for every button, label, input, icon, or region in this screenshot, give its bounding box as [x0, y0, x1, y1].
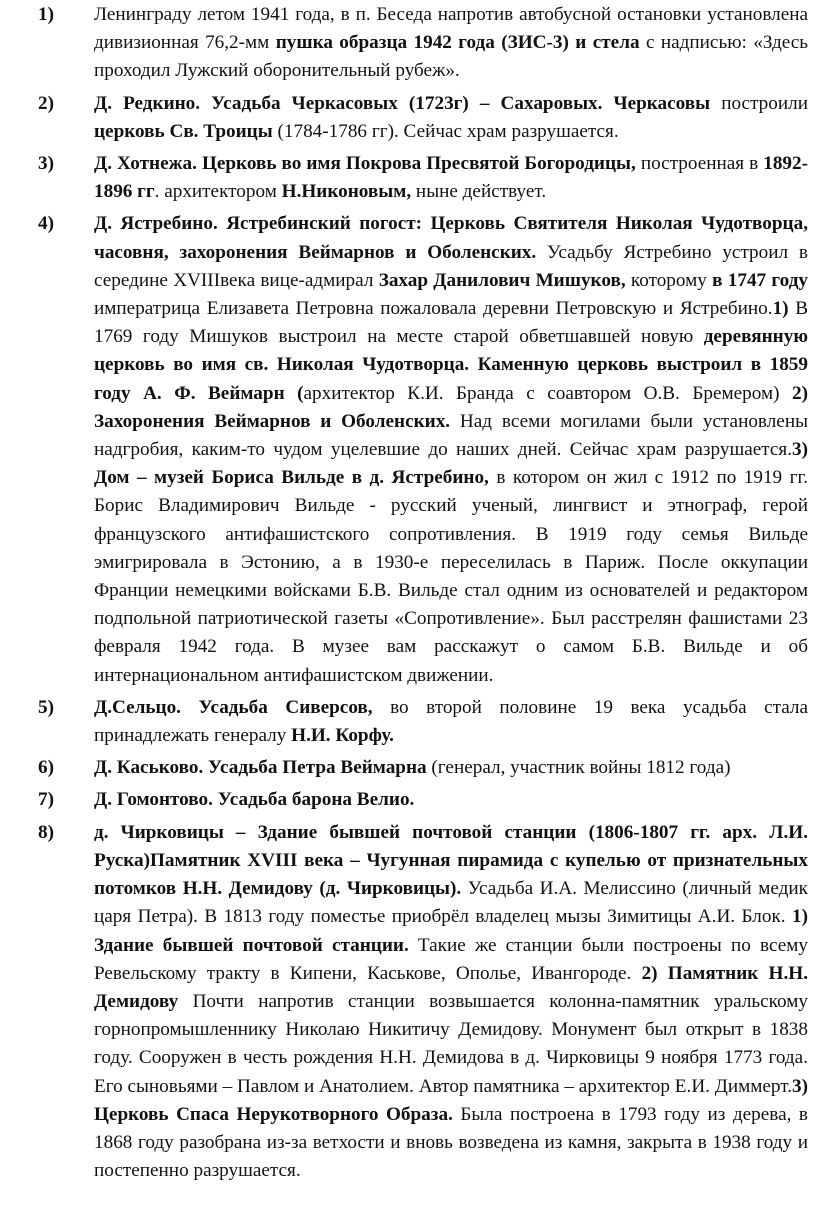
item-heading: Д.Сельцо. Усадьба Сиверсов, — [94, 696, 373, 718]
item-text-bold: пушка образца 1942 года (ЗИС-3) и стела — [275, 32, 640, 54]
item-text-bold: 2) Захоронения Веймарнов и Оболенских. — [94, 382, 808, 432]
item-text: архитектор К.И. Бранда с соавтором О.В. Бремером) — [303, 382, 793, 404]
item-text-bold: Захар Данилович Мишуков, — [378, 269, 626, 291]
list-item — [38, 754, 808, 782]
item-heading: д. Чирковицы – Здание бывшей почтовой станции (1806-1807 гг. арх. Л.И. Руска)Памятник XVIII века – Чугунная пирамида с купелью от признательных потомков Н.Н. Демидову (д. Чирковицы). — [94, 821, 808, 900]
list-item — [38, 786, 808, 814]
item-text: построили — [710, 92, 808, 114]
item-text-bold: 2) Памятник Н.Н. Демидову — [94, 962, 808, 1012]
item-text: с надписью: «Здесь проходил Лужский оборонительный рубеж». — [94, 32, 809, 82]
item-text: во второй половине 19 века усадьба стала принадлежать генералу — [94, 696, 809, 747]
item-text: которому — [625, 269, 713, 291]
item-text-bold: Н.И. Корфу. — [291, 725, 394, 747]
item-heading: Д. Хотнежа. Церковь во имя Покрова Пресвятой Богородицы, — [94, 153, 636, 175]
item-text-bold: деревянную церковь во имя св. Николая Чудотворца. Каменную церковь выстроил в 1859 году А. Ф. Веймарн ( — [94, 326, 808, 404]
list-item — [38, 90, 808, 146]
item-text: Была построена в 1793 году из дерева, в 1868 году разобрана из-за ветхости и вновь возведена из камня, закрыта в 1938 году и постепенно разрушается. — [94, 1103, 808, 1182]
item-number: 6) — [38, 757, 54, 779]
item-text-bold: Н.Никоновым, — [281, 181, 412, 203]
item-text: В 1769 году Мишуков выстроил на месте старой обветшавшей новую — [94, 298, 808, 348]
item-number: 4) — [38, 213, 54, 235]
item-number: 2) — [38, 92, 54, 114]
item-text-bold: 1892-1896 гг — [94, 153, 808, 203]
item-text-bold: 1) Здание бывшей почтовой станции. — [94, 906, 808, 956]
item-text: (1784-1786 гг). Сейчас храм разрушается. — [272, 120, 619, 142]
item-text-bold: в 1747 году — [712, 269, 808, 291]
item-text-bold: церковь Св. Троицы — [94, 120, 273, 142]
item-heading: Д. Гомонтово. Усадьба барона Велио. — [94, 789, 415, 811]
list-item — [38, 210, 808, 689]
item-text: Такие же станции были построены по всему Ревельскому тракту в Кипени, Каськове, Ополье, Ивангороде. — [94, 934, 808, 984]
item-heading: Д. Редкино. Усадьба Черкасовых (1723г) – Сахаровых. Черкасовы — [94, 92, 711, 114]
item-text: . архитектором — [154, 181, 282, 203]
item-heading: Д. Каськово. Усадьба Петра Веймарна — [94, 757, 427, 779]
numbered-list — [38, 1, 808, 1185]
item-text: Усадьбу Ястребино устроил в середине XVIIIвека вице-адмирал — [94, 241, 808, 291]
item-number: 7) — [38, 789, 54, 811]
item-text: Ленинграду летом 1941 года, в п. Беседа напротив автобусной остановки установлена дивизионная 76,2-мм — [94, 4, 808, 54]
item-text: построенная в — [635, 153, 764, 175]
item-text: Усадьба И.А. Мелиссино (личный медик царя Петра). В 1813 году поместье приобрёл владелец мызы Зимитицы А.И. Блок. — [94, 878, 809, 928]
item-number: 3) — [38, 153, 54, 175]
list-item — [38, 1, 808, 86]
item-text-bold: 1) — [772, 298, 789, 320]
item-text: Над всеми могилами были установлены надгробия, каким-то чудом уцелевшие до наших дней. Сейчас храм разрушается. — [94, 410, 808, 461]
item-number: 5) — [38, 696, 54, 718]
item-text: в котором он жил с 1912 по 1919 гг. Борис Владимирович Вильде - русский ученый, лингвист и этнограф, герой французского антифашистского сопротивления. В 1919 году семья Вильде эмигрировала в Эстонию, а в 1930-е переселилась в Париж. После оккупации Франции немецкими войсками Б.В. Вильде стал одним из основателей и редактором подпольной патриотической газеты «Сопротивление». Был расстрелян фашистами 23 февраля 1942 года. В музее вам расскажут о самом Б.В. Вильде и об интернациональном антифашистском движении. — [94, 467, 808, 686]
item-text: ныне действует. — [411, 181, 547, 203]
list-item — [38, 819, 808, 1186]
item-number: 1) — [38, 4, 54, 25]
item-text: императрица Елизавета Петровна пожаловала деревни Петровскую и Ястребино. — [94, 298, 773, 320]
item-number: 8) — [38, 821, 54, 843]
list-item — [38, 694, 808, 750]
item-heading: Д. Ястребино. Ястребинский погост: Церковь Святителя Николая Чудотворца, часовня, захоронения Веймарнов и Оболенских. — [94, 213, 808, 263]
item-text: Почти напротив станции возвышается колонна-памятник уральскому горнопромышленнику Николаю Никитичу Демидову. Монумент был открыт в 1838 году. Сооружен в честь рождения Н.Н. Демидова в д. Чирковицы 9 ноября 1773 года. Его сыновьями – Павлом и Анатолием. Автор памятника – архитектор Е.И. Диммерт. — [94, 990, 808, 1097]
item-text-bold: 3) Дом – музей Бориса Вильде в д. Ястребино, — [94, 439, 808, 489]
item-text-bold: 3) Церковь Спаса Нерукотворного Образа. — [94, 1075, 808, 1125]
list-item — [38, 150, 808, 206]
item-text: (генерал, участник войны 1812 года) — [426, 757, 731, 779]
